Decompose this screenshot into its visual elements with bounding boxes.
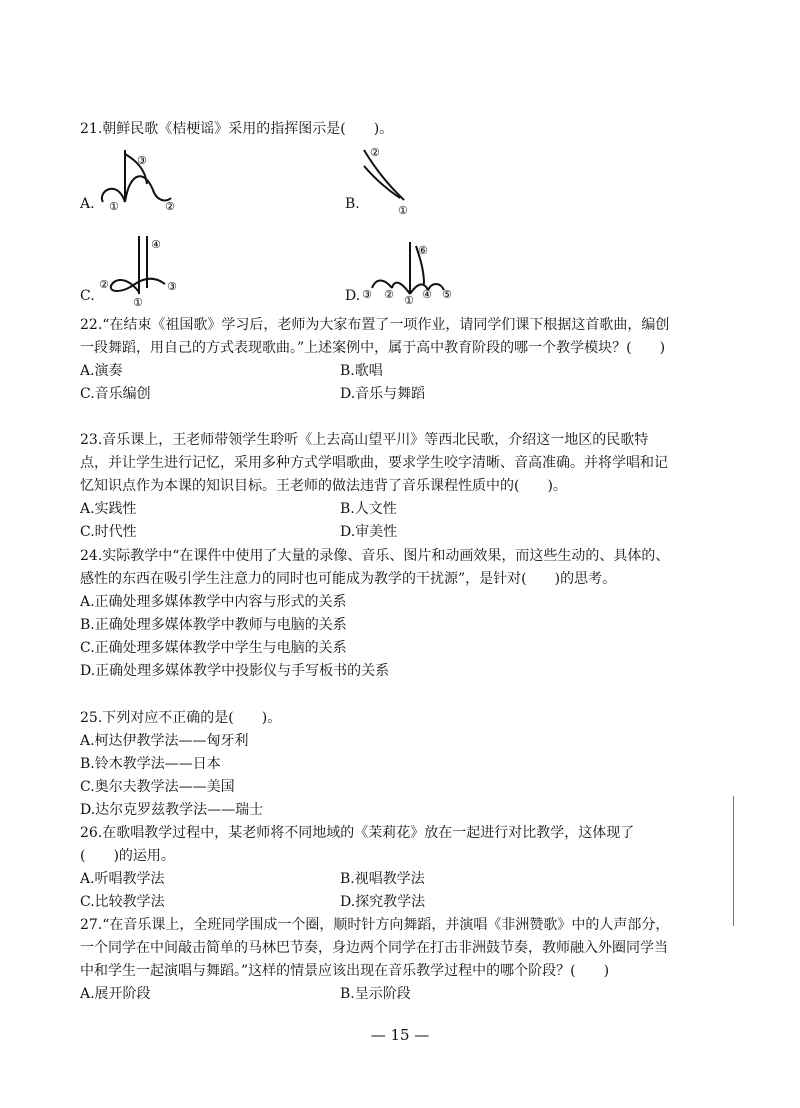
question-23 (80, 429, 670, 544)
q24-option-a[interactable]: A.正确处理多媒体教学中内容与形式的关系 (80, 594, 347, 610)
q21-c-beat-3: ③ (167, 280, 177, 293)
q21-b-beat-1: ① (398, 204, 408, 217)
q21-a-beat-1: ① (109, 200, 119, 213)
question-22 (80, 314, 670, 406)
question-24 (80, 545, 670, 683)
question-21 (80, 118, 670, 141)
question-25 (80, 707, 670, 822)
q24-option-c[interactable]: C.正确处理多媒体教学中学生与电脑的关系 (80, 640, 347, 656)
question-26-options-row2 (80, 891, 670, 914)
q21-c-beat-4: ④ (151, 238, 161, 251)
conducting-diagram-a (95, 140, 190, 220)
q22-option-a[interactable]: A.演奏 (80, 363, 123, 379)
q21-option-b-label: B. (345, 196, 360, 212)
q21-a-beat-2: ② (165, 200, 175, 213)
q21-option-d-label: D. (345, 288, 361, 304)
q21-c-beat-1: ① (133, 296, 143, 308)
q25-option-c[interactable]: C.奥尔夫教学法——美国 (80, 779, 235, 795)
q26-option-d[interactable]: D.探究教学法 (340, 894, 426, 910)
conducting-diagram-b (358, 140, 428, 220)
conducting-diagram-d (358, 236, 468, 308)
question-27-options-row1 (80, 983, 670, 1006)
q25-option-a[interactable]: A.柯达伊教学法——匈牙利 (80, 733, 249, 749)
question-21-stem: 21.朝鲜民歌《桔梗谣》采用的指挥图示是( )。 (80, 121, 394, 137)
question-27-stem: 27.“在音乐课上，全班同学围成一个圈，顺时针方向舞蹈，并演唱《非洲赞歌》中的人声部分，一个同学在中间敲击简单的马林巴节奏，身边两个同学在打击非洲鼓节奏，教师融入外圈同学当中和学生一起演唱与舞蹈。”这样的情景应该出现在音乐教学过程中的哪个阶段？( ) (80, 917, 670, 979)
q21-d-beat-1: ① (404, 294, 414, 307)
q23-option-b[interactable]: B.人文性 (340, 501, 397, 517)
q21-d-beat-5: ⑤ (442, 288, 452, 301)
q21-option-c-label: C. (80, 288, 95, 304)
q21-d-beat-3: ③ (362, 288, 372, 301)
question-24-stem: 24.实际教学中“在课件中使用了大量的录像、音乐、图片和动画效果，而这些生动的、具体的、感性的东西在吸引学生注意力的同时也可能成为教学的干扰源”，是针对( )的思考。 (80, 548, 670, 587)
question-25-stem: 25.下列对应不正确的是( )。 (80, 710, 282, 726)
question-26 (80, 822, 670, 914)
q21-option-a-label: A. (80, 196, 95, 212)
q22-option-d[interactable]: D.音乐与舞蹈 (340, 386, 426, 402)
q25-option-d[interactable]: D.达尔克罗兹教学法——瑞士 (80, 802, 264, 818)
q24-option-b[interactable]: B.正确处理多媒体教学中教师与电脑的关系 (80, 617, 347, 633)
q23-option-a[interactable]: A.实践性 (80, 501, 137, 517)
scan-margin-mark (733, 796, 734, 926)
q21-a-beat-3: ③ (137, 154, 147, 167)
q21-d-beat-4: ④ (422, 288, 432, 301)
q26-option-b[interactable]: B.视唱教学法 (340, 871, 425, 887)
q21-c-beat-2: ② (99, 278, 109, 291)
q23-option-c[interactable]: C.时代性 (80, 524, 137, 540)
q22-option-b[interactable]: B.歌唱 (340, 363, 383, 379)
question-23-options-row1 (80, 498, 670, 521)
question-27 (80, 914, 670, 1006)
conducting-diagram-c (95, 228, 190, 308)
page-number: — 15 — (370, 1026, 430, 1044)
q27-option-a[interactable]: A.展开阶段 (80, 986, 151, 1002)
q24-option-d[interactable]: D.正确处理多媒体教学中投影仪与手写板书的关系 (80, 663, 390, 679)
q21-d-beat-2: ② (384, 288, 394, 301)
q27-option-b[interactable]: B.呈示阶段 (340, 986, 411, 1002)
q21-b-beat-2: ② (370, 146, 380, 159)
question-22-stem: 22.“在结束《祖国歌》学习后，老师为大家布置了一项作业，请同学们课下根据这首歌曲，编创一段舞蹈，用自己的方式表现歌曲。”上述案例中，属于高中教育阶段的哪一个教学模块？( ) (80, 317, 670, 356)
q26-option-a[interactable]: A.听唱教学法 (80, 871, 165, 887)
question-26-options-row1 (80, 868, 670, 891)
q22-option-c[interactable]: C.音乐编创 (80, 386, 151, 402)
question-23-stem: 23.音乐课上，王老师带领学生聆听《上去高山望平川》等西北民歌，介绍这一地区的民歌特点，并让学生进行记忆，采用多种方式学唱歌曲，要求学生咬字清晰、音高准确。并将学唱和记忆知识点作为本课的知识目标。王老师的做法违背了音乐课程性质中的( )。 (80, 432, 668, 494)
question-22-options-row2 (80, 383, 670, 406)
question-26-stem: 26.在歌唱教学过程中，某老师将不同地域的《茉莉花》放在一起进行对比教学，这体现了( )的运用。 (80, 825, 635, 864)
question-22-options-row1 (80, 360, 670, 383)
q25-option-b[interactable]: B.铃木教学法——日本 (80, 756, 221, 772)
q26-option-c[interactable]: C.比较教学法 (80, 894, 165, 910)
q23-option-d[interactable]: D.审美性 (340, 524, 398, 540)
question-23-options-row2 (80, 521, 670, 544)
q21-d-beat-6: ⑥ (418, 244, 428, 257)
